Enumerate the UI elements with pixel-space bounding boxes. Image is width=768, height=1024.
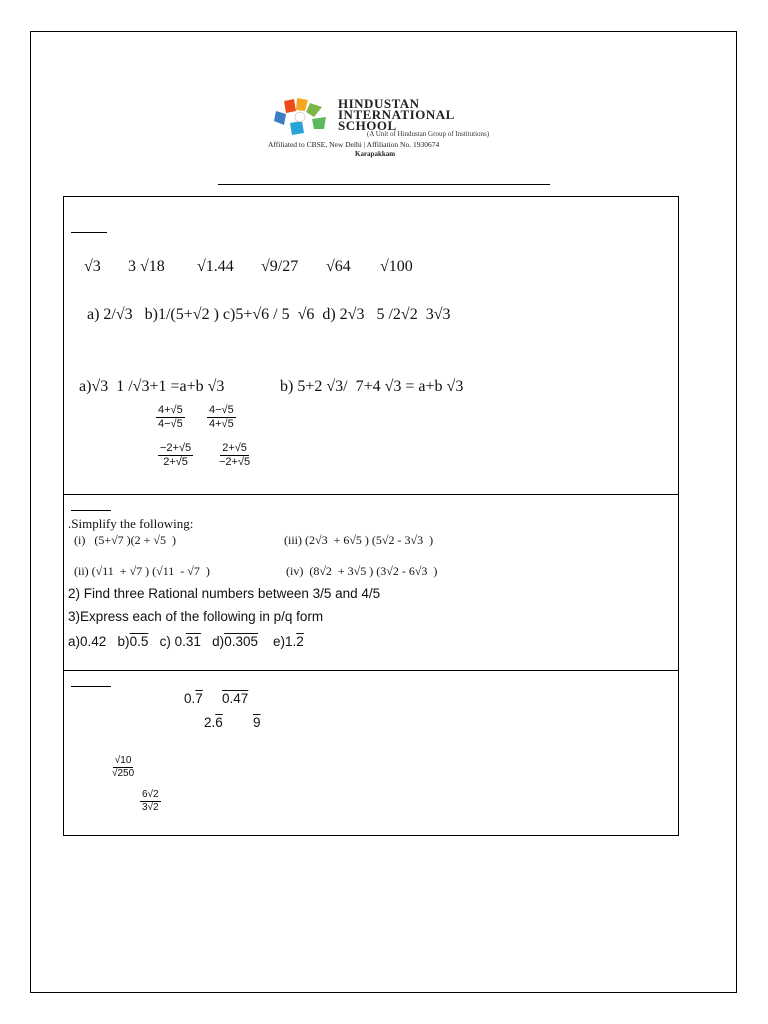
find-ab-b: b) 5+2 √3/ 7+4 √3 = a+b √3 <box>280 378 464 395</box>
find-ab-a: a)√3 1 /√3+1 =a+b √3 <box>79 378 225 395</box>
location-text: Karapakkam <box>355 150 396 158</box>
simplify-item-iv: (iv) (8√2 + 3√5 ) (3√2 - 6√3 ) <box>286 564 438 578</box>
simplify-item-iii: (iii) (2√3 + 6√5 ) (5√2 - 3√3 ) <box>284 533 434 547</box>
root-item: √64 <box>326 258 351 275</box>
title-rule <box>218 184 550 185</box>
simplify-item-ii: (ii) (√11 + √7 ) (√11 - √7 ) <box>74 564 210 578</box>
fraction: $\frac{2+√5}{-2+√5}$ <box>219 442 251 468</box>
affiliation-text: Affiliated to CBSE, New Delhi | Affiliation No. 1930674 <box>268 140 440 149</box>
school-logo-icon <box>272 97 332 139</box>
fraction: $\frac{4-√5}{4+√5}$ <box>209 404 234 430</box>
root-item: √100 <box>380 258 413 275</box>
section-2-heading-line <box>71 510 111 511</box>
recurring-item-4: 9 <box>253 715 261 730</box>
fraction: $\frac{6√2}{3√2}$ <box>142 789 159 813</box>
question-2: 2) Find three Rational numbers between 3/5 and 4/5 <box>68 586 381 601</box>
decimal-options: a)0.42 b)0.5 c) 0.31 d)0.305 e)1.2 <box>68 634 304 649</box>
section-3-heading-line <box>71 686 111 687</box>
section-2 <box>63 494 679 671</box>
root-item: √9/27 <box>261 258 299 275</box>
school-name: HINDUSTAN INTERNATIONAL SCHOOL <box>338 96 455 133</box>
section-1 <box>63 196 679 495</box>
recurring-item-3: 2.6 <box>204 715 223 730</box>
recurring-item-2: 0.47 <box>222 691 249 706</box>
question-3: 3)Express each of the following in p/q form <box>68 609 324 624</box>
rationalise-line: a) 2/√3 b)1/(5+√2 ) c)5+√6 / 5 √6 d) 2√3 5 /2√2 3√3 <box>87 306 451 323</box>
simplify-instruction: .Simplify the following: <box>68 516 194 531</box>
fraction: $\frac{√10}{√250}$ <box>112 755 135 779</box>
fraction: $\frac{4+√5}{4-√5}$ <box>158 404 183 430</box>
section-3 <box>63 670 679 836</box>
fraction: $\frac{-2+√5}{2+√5}$ <box>160 442 192 468</box>
root-item: √1.44 <box>197 258 234 275</box>
root-item: √3 <box>84 258 101 275</box>
simplify-item-i: (i) (5+√7 )(2 + √5 ) <box>74 533 177 547</box>
school-subtitle: (A Unit of Hindustan Group of Institutions) <box>367 130 490 138</box>
root-item: 3 √18 <box>128 258 165 275</box>
section-1-heading-line <box>71 232 107 233</box>
recurring-item-1: 0.7 <box>184 691 203 706</box>
